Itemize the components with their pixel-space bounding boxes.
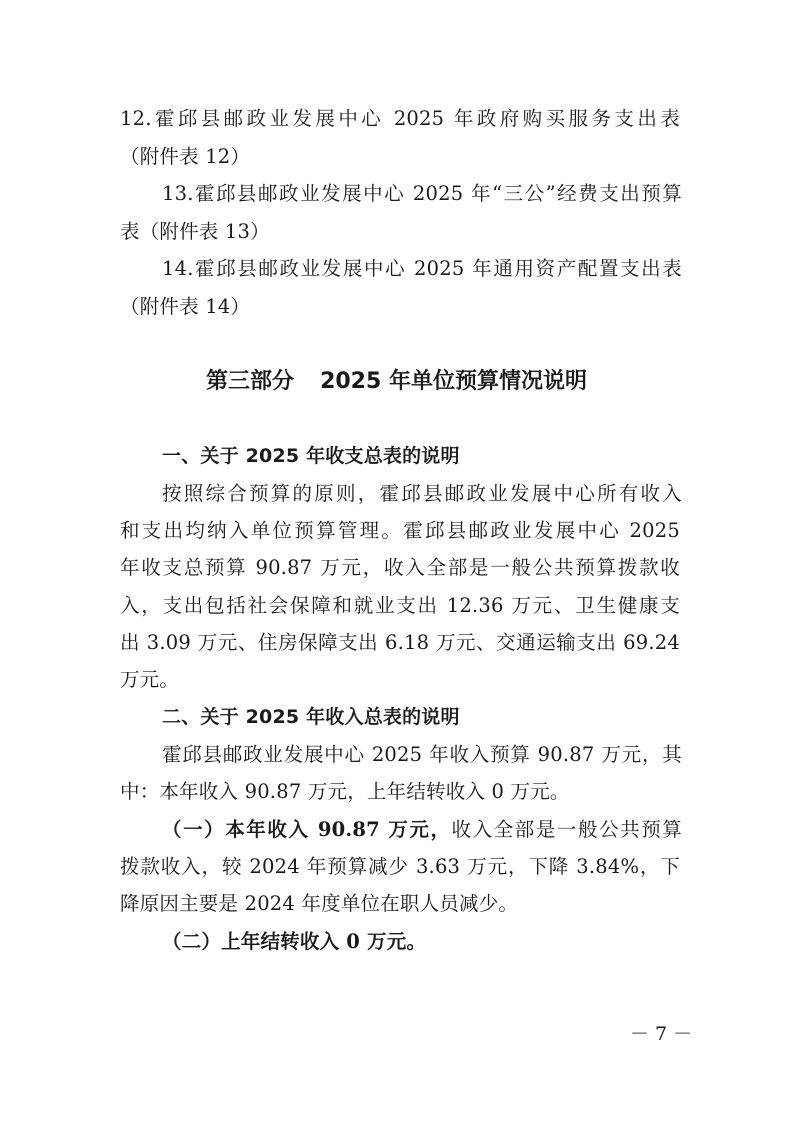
section-2-heading: 二、关于 2025 年收入总表的说明 [162,706,460,728]
part-title-text: 2025 年单位预算情况说明 [320,369,587,394]
section-1-line: 出 3.09 万元、住房保障支出 6.18 万元、交通运输支出 69.24 [120,631,680,654]
list-item-14-line2: （附件表 14） [120,295,251,318]
section-1-line: 年收支总预算 90.87 万元，收入全部是一般公共预算拨款收 [120,556,680,579]
section-2-sub1-bold-lead: （一）本年收入 90.87 万元， [162,818,452,841]
section-1-line: 入，支出包括社会保障和就业支出 12.36 万元、卫生健康支 [120,594,680,617]
part-title-prefix: 第三部分 [206,369,295,394]
section-1-line: 和支出均纳入单位预算管理。霍邱县邮政业发展中心 2025 [120,519,680,542]
section-1-line: 万元。 [120,668,180,691]
list-item-12-line1: 12.霍邱县邮政业发展中心 2025 年政府购买服务支出表 [120,107,680,130]
section-2-sub1-rest: 收入全部是一般公共预算 [451,818,682,841]
list-item-13-line2: 表（附件表 13） [120,220,270,243]
section-2-sub1-line: 拨款收入，较 2024 年预算减少 3.63 万元，下降 3.84%，下 [120,855,680,878]
section-2-sub1-first-line [162,817,682,843]
part-title [0,367,793,397]
list-item-13-line1: 13.霍邱县邮政业发展中心 2025 年“三公”经费支出预算 [162,182,682,205]
section-1-heading: 一、关于 2025 年收支总表的说明 [162,445,460,467]
section-1-line: 按照综合预算的原则，霍邱县邮政业发展中心所有收入 [162,482,682,505]
section-2-sub2: （二）上年结转收入 0 万元。 [162,930,427,953]
section-2-line: 中：本年收入 90.87 万元，上年结转收入 0 万元。 [120,780,570,803]
list-item-12-line2: （附件表 12） [120,145,251,168]
page-number: － 7 － [630,1023,693,1045]
list-item-14-line1: 14.霍邱县邮政业发展中心 2025 年通用资产配置支出表 [162,257,682,280]
section-2-line: 霍邱县邮政业发展中心 2025 年收入预算 90.87 万元，其 [162,743,682,766]
section-2-sub1-line: 降原因主要是 2024 年度单位在职人员减少。 [120,892,519,915]
